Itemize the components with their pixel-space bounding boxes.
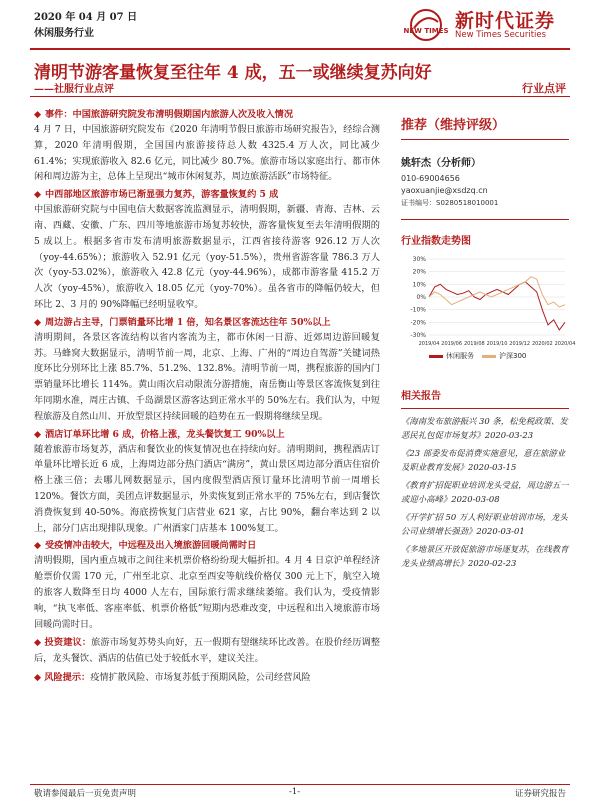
- section-investment: [34, 635, 380, 667]
- bullet-icon: ◆: [34, 316, 42, 328]
- analyst-phone: 010-69004656: [401, 174, 460, 183]
- footer-report-label: 证券研究报告: [514, 789, 566, 799]
- section-paragraph: 清明假期，国内重点城市之间往来机票价格纷纷现大幅折扣。4 月 4 日京沪单程经济舱票价仅需 170 元，广州至北京、北京至西安等航线价格仅 300 元上下，航空入境的旅客人数降至日均 4000 人左右，国际旅行需求继续萎缩。我们认为，受疫情影响，“执飞率低、客座率低、机票价格低”短期内恐难改变，中远程和出入境旅游市场回暖尚需时日。: [34, 555, 380, 630]
- legend-item: [429, 351, 474, 361]
- section-risk: [34, 670, 380, 686]
- footer-disclaimer: 敬请参阅最后一页免责声明: [34, 789, 137, 799]
- section-paragraph: 4 月 7 日，中国旅游研究院发布《2020 年清明节假日旅游市场研究报告》，经综合测算，2020 年清明假期，全国国内旅游接待总人数 4325.4 万人次，同比减少 61.4%；实现旅游收入 82.6 亿元，同比减少 80.7%。旅游市场以家庭出行、都市休闲和周边游为主，总体上呈现出“城市休闲复苏，周边旅游活跃”市场特征。: [34, 124, 380, 183]
- header-divider: [30, 48, 570, 50]
- related-divider: [401, 408, 569, 409]
- related-report[interactable]: 《23 部委发布促消费实施意见，意在旅游业及职业教育发展》2020-03-15: [401, 448, 566, 472]
- related-reports-title: 相关报告: [401, 391, 441, 402]
- section-heading: 事件：中国旅游研究院发布清明假期国内旅游人次及收入情况: [45, 109, 294, 120]
- section-nearby-travel: [34, 316, 380, 425]
- bullet-icon: ◆: [34, 540, 42, 552]
- section-long-distance: [34, 539, 380, 632]
- x-tick-label: 2019/08: [463, 341, 485, 347]
- y-tick-label: -10%: [410, 306, 426, 314]
- y-tick-label: 30%: [412, 256, 426, 263]
- title-divider: [30, 96, 570, 97]
- section-paragraph: 疫情扩散风险、市场复苏低于预期风险，公司经营风险: [90, 671, 311, 683]
- bullet-icon: ◆: [34, 189, 42, 201]
- related-report[interactable]: 《教育扩招促职业培训龙头受益，周边游五一或迎小高峰》2020-03-08: [401, 480, 569, 504]
- related-report[interactable]: 《开学扩招 50 万人利好职业培训市场，龙头公司业绩增长强劲》2020-03-01: [401, 512, 568, 536]
- main-body: [34, 108, 380, 689]
- series-line: [429, 282, 565, 330]
- chart-title: 行业指数走势图: [401, 236, 471, 247]
- brand-name-cn: 新时代证券: [455, 10, 556, 32]
- legend-swatch: [482, 355, 496, 358]
- section-heading: 投资建议：: [44, 637, 92, 649]
- section-heading: 风险提示：: [44, 671, 91, 683]
- x-tick-label: 2019/04: [418, 341, 440, 347]
- related-reports-list: [401, 415, 569, 570]
- legend-swatch: [429, 355, 443, 358]
- analyst-certificate: 证书编号：S0280518010001: [401, 199, 499, 207]
- sidebar: [401, 108, 576, 570]
- y-tick-label: -30%: [410, 332, 426, 339]
- industry-label: 休闲服务行业: [34, 28, 94, 39]
- chart-legend: [401, 351, 569, 361]
- index-chart: [401, 255, 576, 349]
- report-date: 2020 年 04 月 07 日: [34, 12, 138, 23]
- legend-label: 休闲服务: [446, 352, 474, 360]
- x-tick-label: 2019/06: [441, 341, 463, 347]
- y-tick-label: 0%: [416, 294, 426, 301]
- logo-text: NEW TIMES: [403, 27, 449, 35]
- section-event: [34, 108, 380, 185]
- section-heading: 受疫情冲击较大，中远程及出入境旅游回暖尚需时日: [45, 540, 257, 552]
- x-tick-label: 2020/02: [531, 341, 553, 347]
- analyst-divider: [401, 219, 569, 220]
- report-title: 清明节游客量恢复至往年 4 成，五一或继续复苏向好: [34, 63, 432, 83]
- y-tick-label: 20%: [412, 268, 426, 276]
- section-central-west: [34, 188, 380, 313]
- page-number: -1-: [289, 787, 301, 797]
- analyst-email[interactable]: yaoxuanjie@xsdzq.cn: [401, 186, 488, 195]
- report-type: 行业点评: [522, 82, 566, 95]
- related-report[interactable]: 《多地景区开放促旅游市场逐复苏，在线教育龙头业绩高增长》2020-02-23: [401, 544, 569, 568]
- bullet-icon: ◆: [34, 109, 42, 120]
- x-tick-label: 2020/04: [554, 341, 576, 347]
- legend-item: [482, 351, 526, 361]
- x-tick-label: 2019/12: [509, 341, 531, 347]
- section-paragraph: 中国旅游研究院与中国电信大数据客流监测显示，清明假期，新疆、青海、吉林、云南、西藏、安徽、广东、四川等地旅游市场复苏较快，游客量恢复至去年清明假期的 5 成以上。根据多省市发布清明旅游数据显示，江西省接待游客 926.12 万人次（yoy-44.65%）；旅游收入 52.91 亿元（yoy-51.5%），贵州省游客量 786.3 万人次（yoy-53.02%），旅游收入 42.8 亿元（yoy-44.96%），成都市游客量 415.2 万人次（yoy-45%），旅游收入 18.05 亿元（yoy-70%）。虽各省市的降幅仍较大，但环比 2、3 月的 90%降幅已经明显收窄。: [34, 204, 380, 310]
- brand-logo: [404, 8, 448, 42]
- section-paragraph: 旅游市场复苏势头向好，五一假期有望继续环比改善。在股价经历调整后，龙头餐饮、酒店的估值已处于较低水平，建议关注。: [34, 637, 381, 665]
- section-heading: 周边游占主导，门票销量环比增 1 倍，知名景区客流达往年 50%以上: [45, 316, 331, 328]
- section-paragraph: 随着旅游市场复苏，酒店和餐饮业的恢复情况也在持续向好。清明期间，携程酒店订单量环比增长近 6 成，上海周边部分热门酒店“满房”，黄山景区周边部分酒店住宿价格上涨三倍；去哪儿网数据显示，国内度假型酒店预订量环比清明节前一周增长 120%。餐饮方面，美团点评数据显示，外卖恢复到正常水平的 75%左右，到店餐饮消费恢复到 40-50%。海底捞恢复门店营业 621 家，占比 90%，翻台率达到 2 以上，部分门店出现排队现象。广州酒家门店基本 100%复工。: [34, 443, 380, 534]
- legend-label: 沪深300: [499, 352, 527, 360]
- y-tick-label: -20%: [410, 319, 426, 327]
- y-tick-label: 10%: [412, 281, 426, 289]
- x-tick-label: 2019/10: [486, 341, 508, 347]
- section-hotel: [34, 428, 380, 537]
- related-report[interactable]: 《海南发布旅游振兴 30 条，松免税政策、发恶民礼包促市场复苏》2020-03-23: [401, 416, 568, 440]
- section-paragraph: 清明期间，各景区客流结构以省内客流为主，都市休闲一日游、近郊周边游回暖复苏。马蜂窝大数据显示，清明节前一周，北京、上海、广州的“周边自驾游”关键词热度环比分别环比上涨 85.7%、51.2%、132.8%。清明节前一周，携程旅游的国内门票销量环比增长 114%。黄山雨次启动限流分游措施，南岳衡山等景区客流恢复到往年同期水准，周庄古镇、千岛湖景区游客达到正常水平的 50%左右。我们认为，中短程旅游及自然山川、开放型景区持续回暖的趋势在五一假期将继续呈现。: [34, 331, 380, 422]
- section-heading: 酒店订单环比增 6 成，价格上涨，龙头餐饮复工 90%以上: [45, 428, 285, 440]
- rating: 推荐（维持评级）: [401, 118, 506, 133]
- brand-name-en: New Times Securities: [455, 30, 547, 40]
- footer-divider: [30, 784, 570, 785]
- report-subtitle: ——社服行业点评: [34, 84, 114, 95]
- bullet-icon: ◆: [34, 671, 45, 683]
- index-chart-svg: [401, 255, 576, 349]
- bullet-icon: ◆: [34, 428, 42, 440]
- series-line: [429, 277, 565, 307]
- section-heading: 中西部地区旅游市场已渐显强力复苏，游客量恢复约 5 成: [45, 189, 279, 201]
- rating-divider: [401, 139, 569, 140]
- bullet-icon: ◆: [34, 637, 45, 649]
- analyst-name: 姚轩杰（分析师）: [401, 158, 481, 169]
